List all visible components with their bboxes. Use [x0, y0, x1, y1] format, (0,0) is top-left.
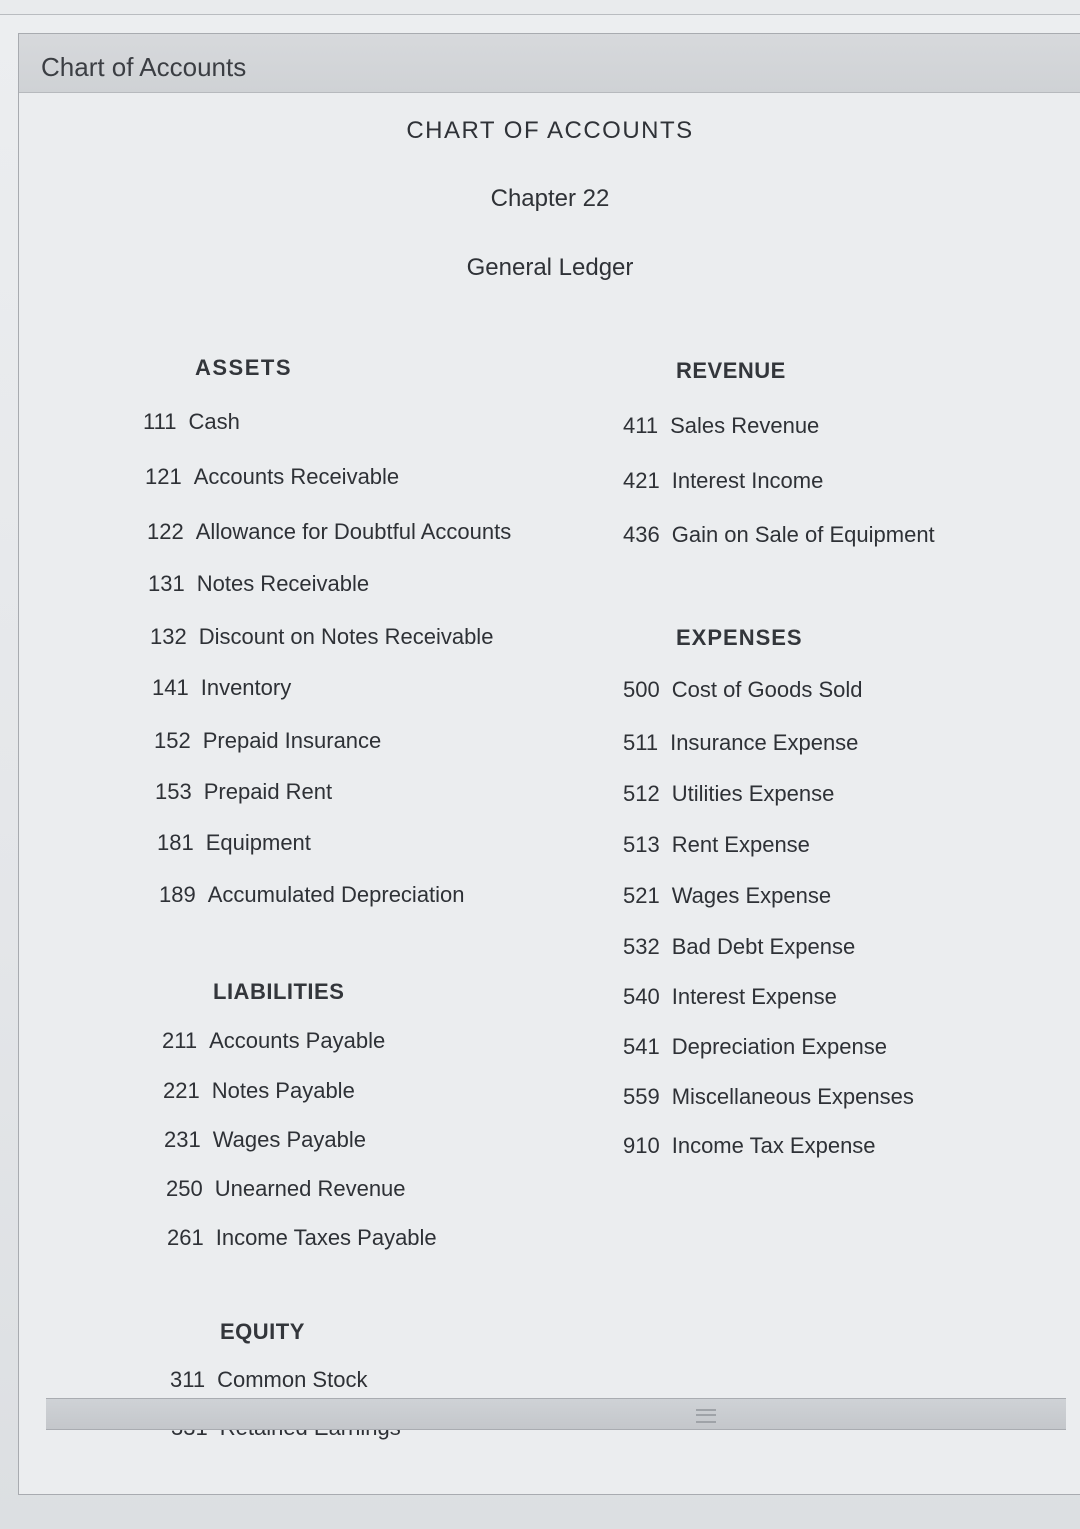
account-name: Income Taxes Payable [215, 1225, 437, 1250]
account-name: Cash [188, 409, 240, 434]
account-number: 540 [623, 984, 660, 1009]
account-row [623, 522, 935, 548]
account-row [148, 571, 369, 597]
account-number: 181 [157, 830, 194, 855]
account-number: 121 [145, 464, 182, 489]
account-name: Common Stock [217, 1367, 368, 1392]
account-name: Rent Expense [671, 832, 810, 857]
account-name: Wages Payable [212, 1127, 366, 1152]
expenses-title: EXPENSES [676, 625, 803, 650]
account-number: 521 [623, 883, 660, 908]
account-name: Notes Receivable [196, 571, 370, 596]
account-number: 532 [623, 934, 660, 959]
account-row [162, 1028, 385, 1054]
account-name: Prepaid Rent [203, 779, 333, 804]
account-name: Miscellaneous Expenses [671, 1084, 914, 1109]
account-row [623, 730, 858, 756]
account-number: 231 [164, 1127, 201, 1152]
account-name: Depreciation Expense [671, 1034, 887, 1059]
account-number: 411 [623, 413, 659, 438]
account-number: 513 [623, 832, 660, 857]
account-number: 421 [623, 468, 660, 493]
account-row [623, 413, 819, 439]
account-row [623, 934, 855, 960]
account-number: 211 [162, 1028, 198, 1053]
account-number: 132 [150, 624, 187, 649]
account-name: Equipment [205, 830, 311, 855]
account-row [623, 781, 834, 807]
account-name: Interest Income [671, 468, 824, 493]
account-name: Sales Revenue [670, 413, 820, 438]
account-name: Discount on Notes Receivable [198, 624, 494, 649]
account-number: 152 [154, 728, 191, 753]
account-number: 559 [623, 1084, 660, 1109]
account-row [623, 883, 831, 909]
account-number: 111 [143, 409, 177, 434]
chapter-label: Chapter 22 [490, 185, 610, 212]
assets-title: ASSETS [195, 355, 293, 380]
account-row [170, 1367, 367, 1393]
horizontal-scrollbar[interactable] [46, 1398, 1066, 1430]
account-number: 250 [166, 1176, 203, 1201]
account-row [623, 984, 837, 1010]
account-name: Accumulated Depreciation [207, 882, 465, 907]
account-name: Gain on Sale of Equipment [671, 522, 935, 547]
account-number: 436 [623, 522, 660, 547]
account-row [164, 1127, 366, 1153]
account-number: 221 [163, 1078, 200, 1103]
panel-title: Chart of Accounts [41, 52, 247, 82]
account-name: Inventory [200, 675, 292, 700]
account-number: 311 [170, 1367, 206, 1392]
account-number: 131 [148, 571, 185, 596]
account-name: Accounts Payable [209, 1028, 386, 1053]
account-name: Notes Payable [211, 1078, 355, 1103]
account-name: Cost of Goods Sold [671, 677, 863, 702]
account-row [152, 675, 291, 701]
account-number: 189 [159, 882, 196, 907]
document-body [19, 93, 1080, 1433]
account-row [145, 464, 399, 490]
account-row [623, 1133, 876, 1159]
account-number: 511 [623, 730, 659, 755]
account-row [147, 519, 511, 545]
account-number: 141 [152, 675, 189, 700]
account-name: Utilities Expense [671, 781, 835, 806]
account-number: 261 [167, 1225, 204, 1250]
account-row [623, 468, 823, 494]
equity-title: EQUITY [220, 1319, 305, 1344]
account-row [150, 624, 493, 650]
scroll-grip-icon[interactable] [696, 1409, 716, 1423]
account-row [623, 1034, 887, 1060]
account-row [143, 409, 240, 435]
ledger-label: General Ledger [466, 254, 634, 281]
account-number: 910 [623, 1133, 660, 1158]
account-number: 541 [623, 1034, 660, 1059]
account-row [623, 1084, 914, 1110]
chart-of-accounts-panel [18, 33, 1080, 1495]
account-row [154, 728, 381, 754]
account-name: Insurance Expense [670, 730, 859, 755]
account-row [623, 832, 810, 858]
top-strip [0, 0, 1080, 15]
account-number: 512 [623, 781, 660, 806]
revenue-title: REVENUE [676, 358, 786, 383]
account-number: 122 [147, 519, 184, 544]
account-name: Interest Expense [671, 984, 837, 1009]
account-row [166, 1176, 406, 1202]
account-name: Income Tax Expense [671, 1133, 876, 1158]
account-name: Bad Debt Expense [671, 934, 856, 959]
account-row [163, 1078, 355, 1104]
account-name: Accounts Receivable [193, 464, 400, 489]
account-row [623, 677, 863, 703]
account-name: Wages Expense [671, 883, 832, 908]
account-name: Allowance for Doubtful Accounts [195, 519, 512, 544]
account-name: Prepaid Insurance [202, 728, 382, 753]
account-row [157, 830, 311, 856]
account-number: 153 [155, 779, 192, 804]
panel-header [19, 34, 1080, 93]
liabilities-title: LIABILITIES [213, 979, 345, 1004]
account-row [159, 882, 465, 908]
account-number: 500 [623, 677, 660, 702]
account-row [155, 779, 332, 805]
account-name: Unearned Revenue [214, 1176, 406, 1201]
document-title: CHART OF ACCOUNTS [406, 117, 694, 144]
account-row [167, 1225, 437, 1251]
